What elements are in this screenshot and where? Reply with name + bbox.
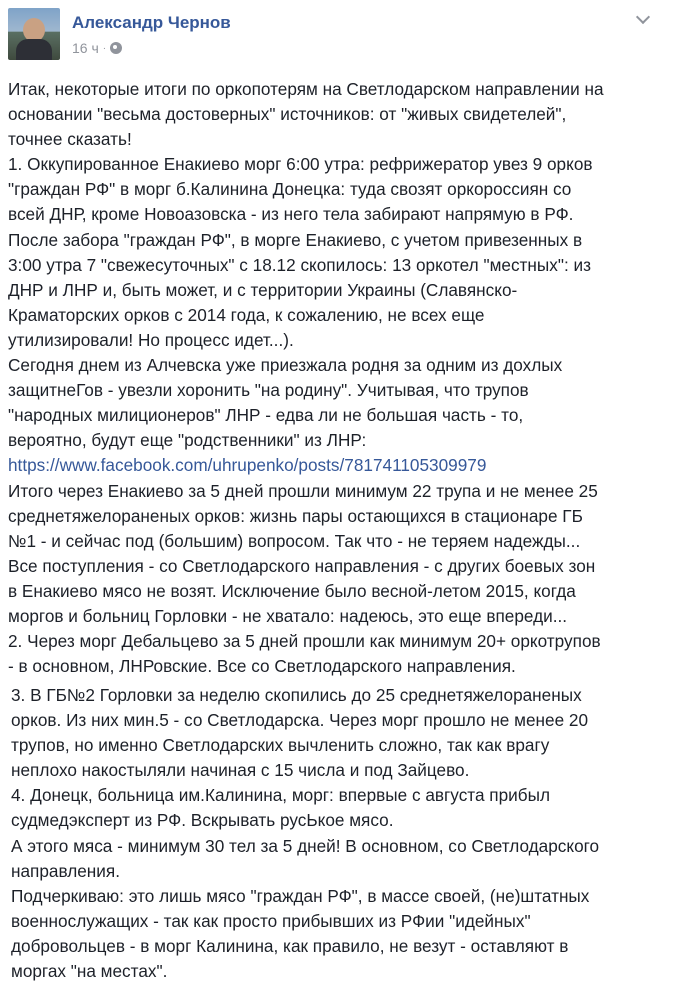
post-text-line: утилизировали! Но процесс идет...).	[8, 329, 294, 350]
post-text-line: вероятно, будут еще "родственники" из ЛНР:	[8, 430, 367, 451]
post-text-line: "народных милиционеров" ЛНР - едва ли не большая часть - то,	[8, 405, 524, 426]
post-text-line: основании "весьма достоверных" источников: от "живых свидетелей",	[8, 104, 567, 125]
avatar[interactable]	[8, 8, 60, 60]
post-text-line: в Енакиево мясо не возят. Исключение было весной-летом 2015, когда	[8, 580, 576, 601]
post-text-line: 3. В ГБ№2 Горловки за неделю скопились до 25 среднетяжелораненых	[11, 685, 582, 705]
post-text-line: Итак, некоторые итоги по оркопотерям на Светлодарском направлении на	[8, 79, 604, 99]
post-text-line: направления.	[11, 860, 120, 881]
post-text-line: №1 - и сейчас под (большим) вопросом. Так что - не теряем надежды...	[8, 530, 581, 551]
post-text-block-2	[8, 479, 680, 680]
post-text-line: 2. Через морг Дебальцево за 5 дней прошли как минимум 20+ оркотрупов	[8, 631, 601, 652]
post-text-line: Краматорских орков с 2014 года, к сожалению, не всех еще	[8, 304, 485, 325]
post-text-line: добровольцев - в морг Калинина, как правило, не везут - оставляют в	[11, 935, 569, 956]
post-link[interactable]: https://www.facebook.com/uhrupenko/posts/781741105309979	[8, 455, 487, 476]
post-text-line: 3:00 утра 7 "свежесуточных" с 18.12 скопилось: 13 оркотел "местных": из	[8, 254, 591, 275]
post-text-line: 4. Донецк, больница им.Калинина, морг: впервые с августа прибыл	[11, 785, 550, 806]
globe-icon[interactable]	[110, 42, 122, 54]
post-text-line: Подчеркиваю: это лишь мясо "граждан РФ", в массе своей, (не)штатных	[11, 885, 590, 906]
post-text-line: неплохо накостыляли начиная с 15 числа и под Зайцево.	[11, 760, 470, 781]
chevron-down-icon[interactable]	[636, 10, 650, 24]
post-body-part-1	[8, 77, 680, 679]
post-text-block-1	[8, 77, 680, 453]
post-text-line: судмедэксперт из РФ. Вскрывать русЬкое мясо.	[11, 810, 394, 831]
post-time[interactable]: 16 ч	[72, 40, 99, 56]
post-text-line: После забора "граждан РФ", в морге Енакиево, с учетом привезенных в	[8, 229, 583, 250]
author-name[interactable]: Александр Чернов	[72, 13, 231, 32]
post-text-line: Сегодня днем из Алчевска уже приезжала родня за одним из дохлых	[8, 355, 563, 376]
post-text-line: военнослужащих - так как просто прибывших из РФии "идейных"	[11, 910, 531, 931]
post-text-line: - в основном, ЛНРовские. Все со Светлодарского направления.	[8, 656, 516, 677]
post-body-part-2	[11, 683, 683, 984]
post-text-line: 1. Оккупированное Енакиево морг 6:00 утра: рефрижератор увез 9 орков	[8, 154, 593, 175]
post-text-line: Все поступления - со Светлодарского направления - с других боевых зон	[8, 555, 596, 576]
meta-separator: ·	[102, 42, 107, 54]
post-text-line: точнее сказать!	[8, 129, 132, 150]
post-text-line: среднетяжелораненых орков: жизнь пары остающихся в стационаре ГБ	[8, 505, 583, 526]
post-text-line: А этого мяса - минимум 30 тел за 5 дней! В основном, со Светлодарского	[11, 835, 600, 856]
post-text-line: всей ДНР, кроме Новоазовска - из него тела забирают напрямую в РФ.	[8, 204, 574, 225]
post-text-line: Итого через Енакиево за 5 дней прошли минимум 22 трупа и не менее 25	[8, 480, 598, 501]
post-text-line: орков. Из них мин.5 - со Светлодарска. Через морг прошло не менее 20	[11, 710, 589, 731]
post-text-line: ДНР и ЛНР и, быть может, и с территории Украины (Славянско-	[8, 279, 518, 300]
post-text-line: защитнеГов - увезли хоронить "на родину". Учитывая, что трупов	[8, 380, 529, 401]
post-text-block-3	[11, 683, 683, 984]
post-meta	[72, 40, 122, 56]
post-text-line: трупов, но именно Светлодарских вычленить сложно, так как врагу	[11, 735, 550, 756]
post-text-line: моргах "на местах".	[11, 961, 168, 982]
post-text-line: моргов и больниц Горловки - не хватало: надеюсь, это еще впереди...	[8, 605, 568, 626]
post-text-line: "граждан РФ" в морг б.Калинина Донецка: туда свозят оркороссиян со	[8, 179, 572, 200]
